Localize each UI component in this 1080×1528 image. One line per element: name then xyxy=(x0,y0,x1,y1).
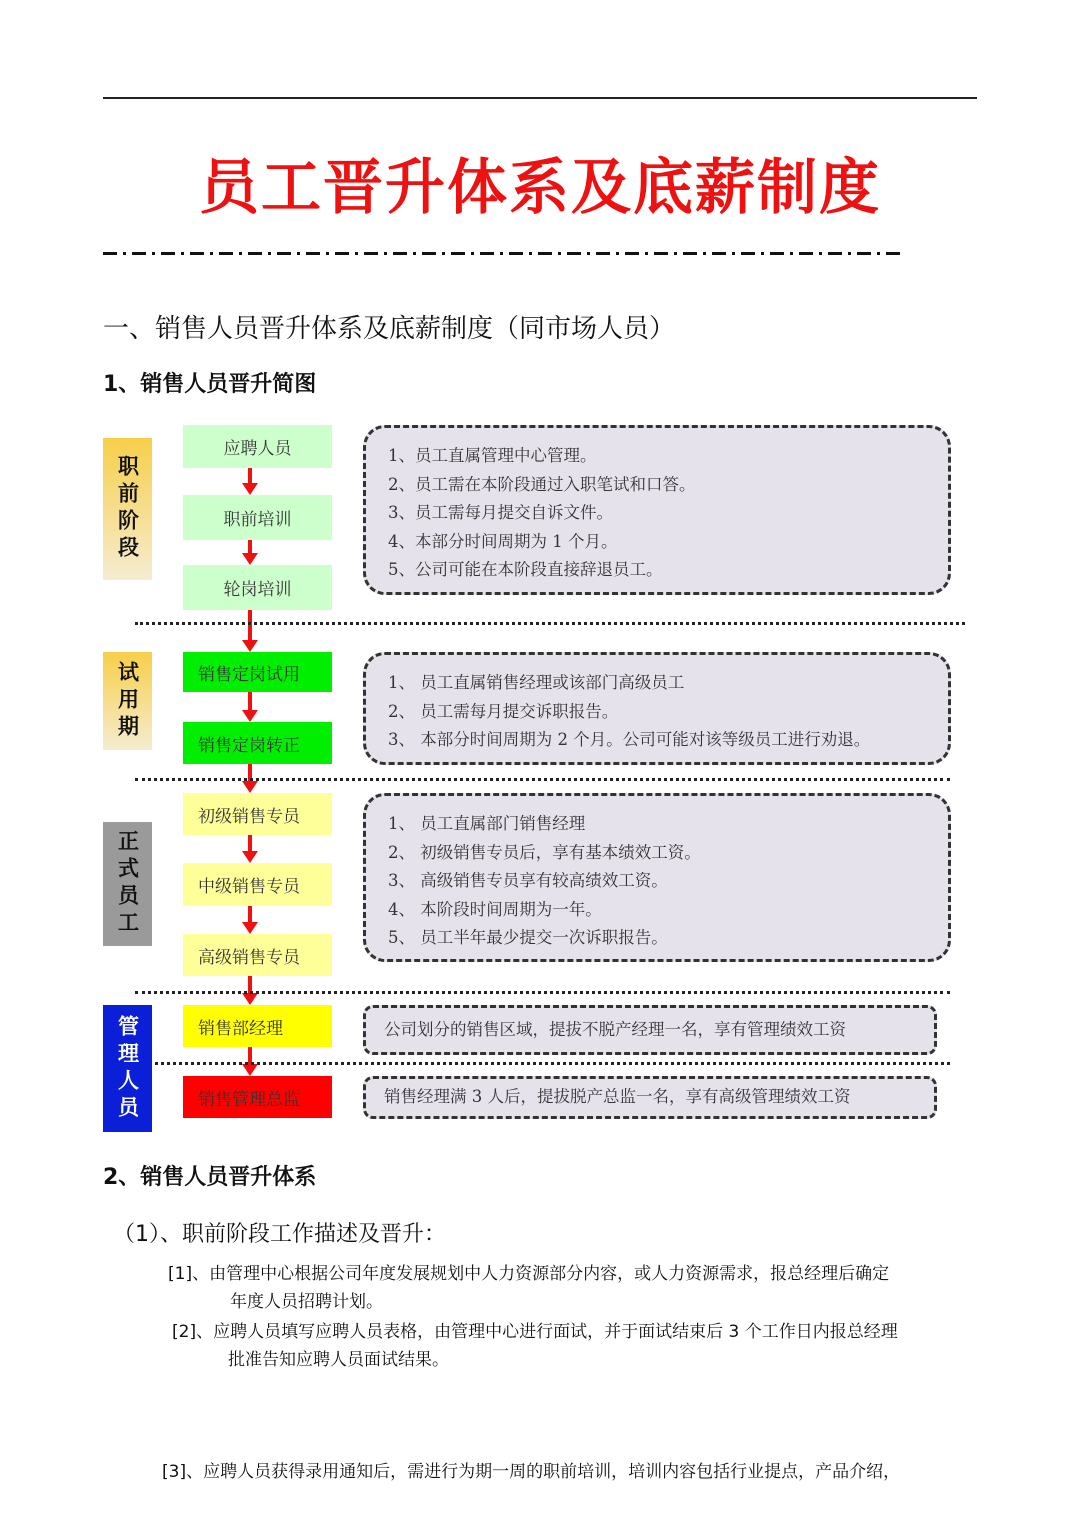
down-arrow-icon xyxy=(244,468,256,495)
step-box: 销售部经理 xyxy=(183,1005,332,1047)
note-item: 1、员工直属管理中心管理。 xyxy=(388,446,597,465)
down-arrow-icon xyxy=(244,692,256,722)
step-box: 中级销售专员 xyxy=(183,863,332,906)
step-box: 销售定岗试用 xyxy=(183,652,332,692)
stage-label: 试用期 xyxy=(103,652,152,750)
down-arrow-icon xyxy=(244,906,256,934)
stage-label: 职前阶段 xyxy=(103,438,152,580)
paragraph-line: 年度人员招聘计划。 xyxy=(230,1292,383,1312)
section-heading: 一、销售人员晋升体系及底薪制度（同市场人员） xyxy=(103,314,676,344)
stage-notes xyxy=(363,1005,937,1055)
note-item: 4、 本阶段时间周期为一年。 xyxy=(388,899,602,919)
stage-label: 正式员工 xyxy=(103,822,152,946)
step-box: 职前培训 xyxy=(183,495,332,540)
title-divider xyxy=(103,252,903,255)
note-item: 2、员工需在本阶段通过入职笔试和口答。 xyxy=(388,474,696,494)
note-item: 5、公司可能在本阶段直接辞退员工。 xyxy=(388,560,663,579)
stage-divider xyxy=(135,778,950,781)
down-arrow-icon xyxy=(244,540,256,565)
stage-notes xyxy=(363,652,951,765)
stage-divider xyxy=(135,622,965,625)
document-title: 员工晋升体系及底薪制度 xyxy=(199,153,881,223)
subsection-heading-2: 2、销售人员晋升体系 xyxy=(103,1165,317,1190)
stage-divider xyxy=(155,1062,950,1065)
note-item: 公司划分的销售区域，提拔不脱产经理一名，享有管理绩效工资 xyxy=(384,1019,846,1039)
note-item: 2、 初级销售专员后，享有基本绩效工资。 xyxy=(388,842,701,862)
note-item: 4、本部分时间周期为 1 个月。 xyxy=(388,531,618,551)
note-item: 3、 高级销售专员享有较高绩效工资。 xyxy=(388,871,668,890)
step-box: 轮岗培训 xyxy=(183,565,332,610)
header-rule xyxy=(103,97,977,99)
step-box: 销售定岗转正 xyxy=(183,722,332,764)
paragraph-line: 批准告知应聘人员面试结果。 xyxy=(228,1350,449,1370)
note-item: 5、 员工半年最少提交一次诉职报告。 xyxy=(388,928,668,947)
step-box: 销售管理总监 xyxy=(183,1076,332,1118)
down-arrow-icon xyxy=(244,835,256,863)
stage-divider xyxy=(135,991,950,994)
note-item: 2、 员工需每月提交诉职报告。 xyxy=(388,701,619,721)
paragraph-line: [3]、应聘人员获得录用通知后，需进行为期一周的职前培训，培训内容包括行业提点，产品介绍， xyxy=(162,1462,901,1482)
note-item: 3、 本部分时间周期为 2 个月。公司可能对该等级员工进行劝退。 xyxy=(388,730,871,749)
down-arrow-icon xyxy=(244,610,256,652)
step-box: 应聘人员 xyxy=(183,425,332,468)
step-box: 高级销售专员 xyxy=(183,934,332,976)
stage-notes xyxy=(363,793,951,962)
paragraph-1 xyxy=(168,1260,889,1316)
paragraph-2 xyxy=(172,1318,898,1374)
paragraph-line: [2]、应聘人员填写应聘人员表格，由管理中心进行面试，并于面试结束后 3 个工作日内报总经理 xyxy=(172,1322,898,1342)
note-item: 3、员工需每月提交自诉文件。 xyxy=(388,503,613,522)
paragraph-3 xyxy=(162,1458,900,1486)
paragraph-line: [1]、由管理中心根据公司年度发展规划中人力资源部分内容，或人力资源需求，报总经理后确定 xyxy=(168,1264,890,1284)
subsection-heading: 1、销售人员晋升简图 xyxy=(103,372,317,397)
note-item: 销售经理满 3 人后，提拔脱产总监一名，享有高级管理绩效工资 xyxy=(384,1087,851,1107)
note-item: 1、 员工直属销售经理或该部门高级员工 xyxy=(388,673,685,692)
stage-notes xyxy=(363,1076,937,1119)
note-item: 1、 员工直属部门销售经理 xyxy=(388,814,586,833)
stage-notes xyxy=(363,425,951,595)
stage-label: 管理人员 xyxy=(103,1005,152,1132)
step-box: 初级销售专员 xyxy=(183,793,332,835)
subsection-heading-2-1: （1）、职前阶段工作描述及晋升： xyxy=(113,1222,446,1247)
